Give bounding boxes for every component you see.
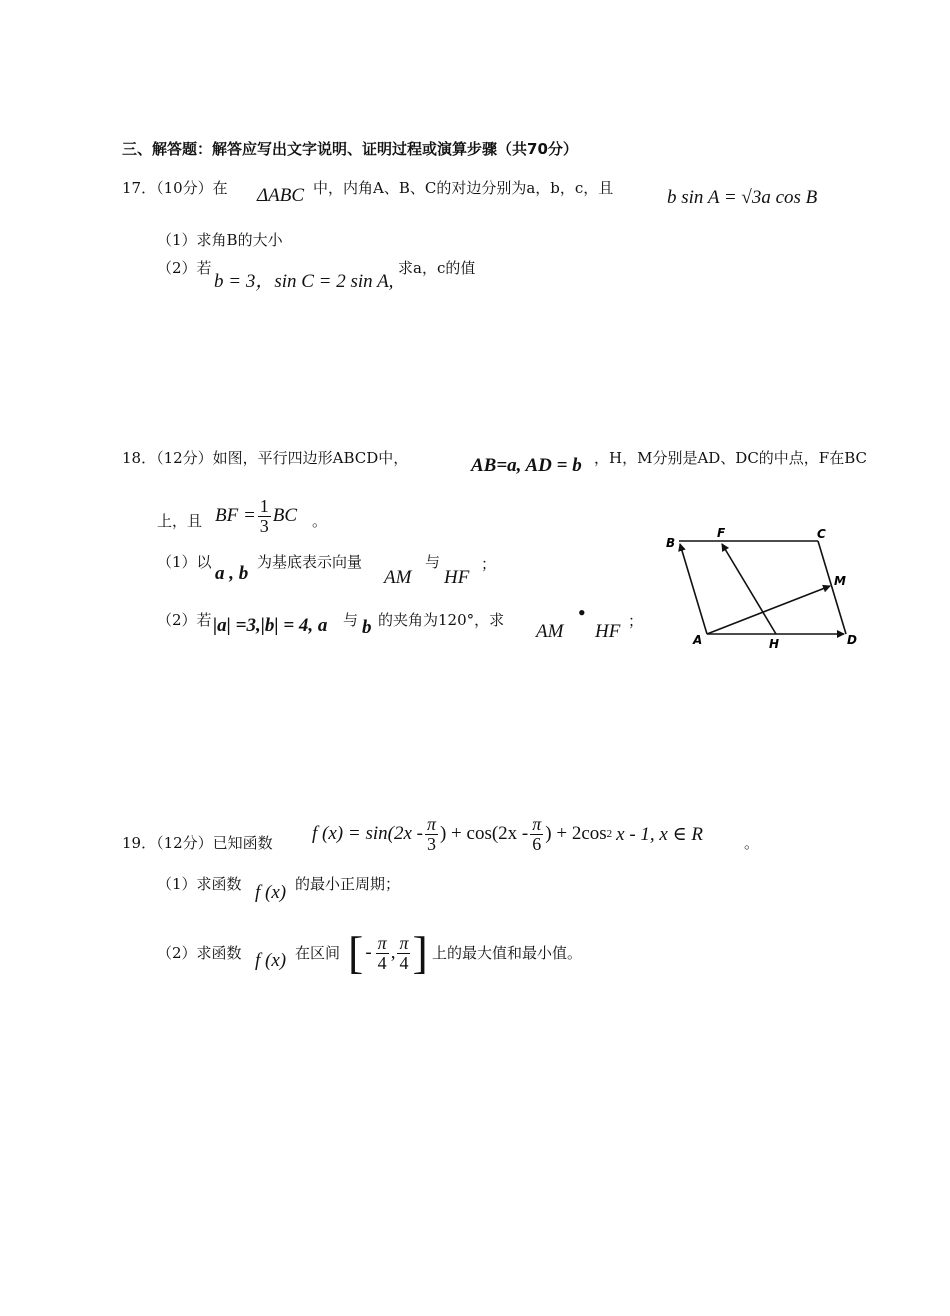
q19-den-3: 3 xyxy=(426,833,436,854)
q19-end: 。 xyxy=(744,834,760,852)
q19-pi-3: π xyxy=(377,932,387,953)
q18-part1-a: （1）以 xyxy=(157,553,212,571)
q18-frac-num: 1 xyxy=(259,496,269,516)
q17-triangle: ΔABC xyxy=(257,185,305,206)
q19-neg: - xyxy=(365,942,372,963)
q19-part1-a: （1）求函数 xyxy=(157,875,242,893)
q19-bracket-left: [ xyxy=(348,927,364,978)
vector-am xyxy=(707,586,830,634)
q18-part2-c: 的夹角为120°，求 xyxy=(378,611,505,629)
q18-intro-b: ，H，M分别是AD、DC的中点，F在BC xyxy=(594,449,867,467)
q17-intro-b: 中，内角A、B、C的对边分别为a，b，c，且 xyxy=(313,179,614,197)
q18-line2-a: 上，且 xyxy=(157,512,203,530)
q19-frac-left xyxy=(376,934,389,973)
label-h: H xyxy=(769,637,780,651)
q18-part2-cond: |a| =3,|b| = 4, a xyxy=(213,615,328,636)
q19-f-a: f (x) = sin(2x - xyxy=(312,823,423,845)
q18-fraction xyxy=(258,497,271,536)
q19-part1-f: f (x) xyxy=(255,882,287,903)
q19-interval xyxy=(348,927,428,978)
q19-f-d: x - 1, x ∈ R xyxy=(616,823,704,845)
q19-pi-2: π xyxy=(532,814,542,834)
q18-part2-bvec: b xyxy=(362,617,372,638)
q18-part1-b: 为基底表示向量 xyxy=(257,553,363,571)
q18-bf: BF = xyxy=(215,505,256,527)
label-m: M xyxy=(834,574,846,588)
q19-part2-f: f (x) xyxy=(255,950,287,971)
q18-part2-hf: HF xyxy=(595,621,621,642)
q19-frac-pi3 xyxy=(425,815,438,854)
q19-part2-a: （2）求函数 xyxy=(157,944,242,962)
q17-intro-a: 17．（10分）在 xyxy=(122,179,228,197)
q18-part1-end: ； xyxy=(481,555,497,573)
section-heading: 三、解答题：解答应写出文字说明、证明过程或演算步骤（共70分） xyxy=(122,140,578,158)
q18-part2-a: （2）若 xyxy=(157,611,212,629)
q17-part2-c: 求a，c的值 xyxy=(398,259,476,277)
q18-line2-end: 。 xyxy=(312,512,328,530)
q18-part2-am: AM xyxy=(536,621,564,642)
q19-pi-4: π xyxy=(399,932,409,953)
q19-den-6: 6 xyxy=(532,833,542,854)
q18-part2-end: ； xyxy=(628,612,644,630)
label-d: D xyxy=(847,633,857,647)
q19-den-4b: 4 xyxy=(399,952,409,973)
q19-square: 2 xyxy=(606,828,613,841)
q18-part2-b: 与 xyxy=(343,611,359,629)
q19-part2-c: 上的最大值和最小值。 xyxy=(432,944,583,962)
q19-den-4a: 4 xyxy=(377,952,387,973)
q17-part1: （1）求角B的大小 xyxy=(157,231,283,249)
parallelogram-figure xyxy=(660,520,870,655)
q18-part1-c: 与 xyxy=(425,553,441,571)
q19-part1-b: 的最小正周期； xyxy=(295,875,401,893)
q18-bc: BC xyxy=(272,505,298,527)
q19-frac-pi6 xyxy=(530,815,543,854)
q18-part2-dot: • xyxy=(577,604,587,622)
q18-vectors: AB=a, AD = b xyxy=(471,455,582,476)
q18-intro-a: 18．（12分）如图，平行四边形ABCD中， xyxy=(122,449,409,467)
q18-line2-math xyxy=(215,497,297,536)
q18-part1-am: AM xyxy=(384,567,412,588)
label-f: F xyxy=(717,526,726,540)
q19-part2-b: 在区间 xyxy=(295,944,341,962)
label-a: A xyxy=(693,633,703,647)
q19-pi-1: π xyxy=(426,814,436,834)
q19-comma: , xyxy=(390,942,396,963)
q19-f-b: ) + cos(2x - xyxy=(439,823,529,845)
label-b: B xyxy=(666,536,676,550)
q19-function xyxy=(312,815,703,854)
vector-hf xyxy=(722,544,776,634)
q19-frac-right xyxy=(397,934,410,973)
q18-part1-hf: HF xyxy=(444,567,470,588)
q17-part2-math: b = 3，sin C = 2 sin A, xyxy=(214,271,394,292)
vector-ab xyxy=(680,544,707,634)
q19-intro: 19．（12分）已知函数 xyxy=(122,834,273,852)
q17-condition: b sin A = √3a cos B xyxy=(667,187,818,208)
q19-bracket-right: ] xyxy=(412,927,428,978)
q19-f-c: ) + 2cos xyxy=(545,823,607,845)
q17-part2-a: （2）若 xyxy=(157,259,212,277)
q18-frac-den: 3 xyxy=(259,515,269,536)
label-c: C xyxy=(817,527,826,541)
q18-part1-ab: a , b xyxy=(215,563,249,584)
